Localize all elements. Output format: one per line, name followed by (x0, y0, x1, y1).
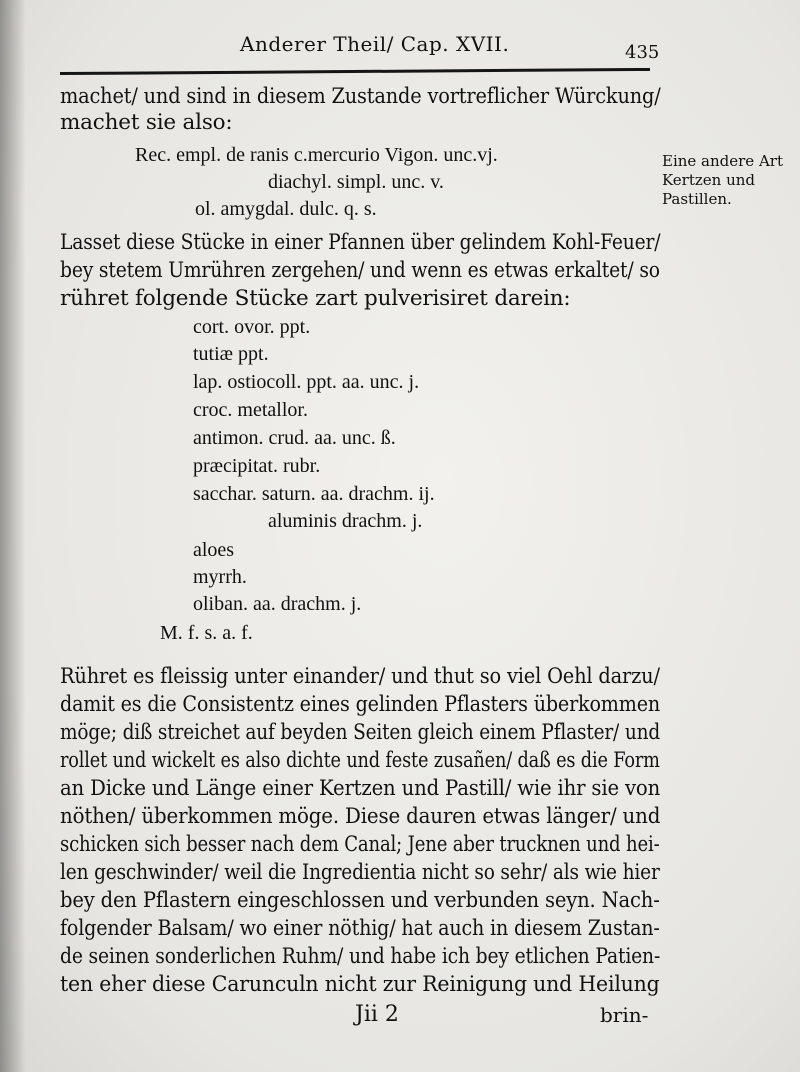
margin-note-line: Kertzen und (662, 171, 756, 189)
text-line: folgender Balsam/ wo einer nöthig/ hat auch in diesem Zustan- (60, 916, 660, 941)
text-line: len geschwinder/ weil die Ingredientia nicht so sehr/ als wie hier (60, 860, 660, 885)
catchword: brin- (600, 1003, 649, 1027)
recipe-line: lap. ostiocoll. ppt. aa. unc. j. (193, 371, 420, 393)
text-line: de seinen sonderlichen Ruhm/ und habe ich bey etlichen Patien- (60, 944, 661, 969)
text-line: möge; diß streichet auf beyden Seiten gleich einem Pflaster/ und (60, 720, 661, 745)
running-head: Anderer Theil/ Cap. XVII. (240, 32, 510, 56)
header-rule (60, 68, 650, 75)
text-line: bey stetem Umrühren zergehen/ und wenn es etwas erkaltet/ so (60, 258, 660, 283)
text-line: rollet und wickelt es also dichte und feste zusañen/ daß es die Form (60, 748, 660, 773)
signature-mark: Jii 2 (355, 1002, 399, 1027)
recipe-line: cort. ovor. ppt. (193, 316, 311, 338)
recipe-line: aloes (193, 539, 235, 561)
recipe-line: croc. metallor. (193, 399, 308, 421)
recipe-line: Rec. empl. de ranis c.mercurio Vigon. unc.vj. (135, 144, 498, 166)
text-line: bey den Pflastern eingeschlossen und verbunden seyn. Nach- (60, 888, 660, 913)
recipe-line: ol. amygdal. dulc. q. s. (195, 198, 377, 220)
margin-note-line: Pastillen. (662, 190, 732, 208)
text-line: Lasset diese Stücke in einer Pfannen über gelindem Kohl-Feuer/ (60, 230, 661, 255)
text-line: ten eher diese Carunculn nicht zur Reinigung und Heilung (60, 972, 660, 997)
text-line: rühret folgende Stücke zart pulverisiret darein: (60, 286, 571, 311)
recipe-line: antimon. crud. aa. unc. ß. (193, 427, 396, 449)
text-line: an Dicke und Länge einer Kertzen und Pastill/ wie ihr sie von (60, 776, 661, 801)
margin-note-line: Eine andere Art (662, 152, 783, 170)
recipe-line: oliban. aa. drachm. j. (193, 593, 362, 615)
recipe-line: aluminis drachm. j. (268, 510, 423, 532)
recipe-line: M. f. s. a. f. (160, 622, 253, 644)
text-line: damit es die Consistentz eines gelinden Pflasters überkommen (60, 692, 661, 717)
recipe-line: sacchar. saturn. aa. drachm. ij. (193, 483, 435, 505)
text-line: machet/ und sind in diesem Zustande vortreflicher Würckung/ (60, 84, 661, 109)
page-number: 435 (625, 42, 660, 63)
recipe-line: diachyl. simpl. unc. v. (268, 171, 444, 193)
recipe-line: præcipitat. rubr. (193, 455, 321, 477)
recipe-line: myrrh. (193, 566, 247, 588)
text-line: machet sie also: (60, 110, 233, 135)
text-line: schicken sich besser nach dem Canal; Jene aber trucknen und hei- (60, 832, 660, 857)
text-line: nöthen/ überkommen möge. Diese dauren etwas länger/ und (60, 804, 661, 829)
page-edge-shadow (0, 0, 26, 1072)
recipe-line: tutiæ ppt. (193, 343, 269, 365)
text-line: Rühret es fleissig unter einander/ und thut so viel Oehl darzu/ (60, 664, 660, 689)
